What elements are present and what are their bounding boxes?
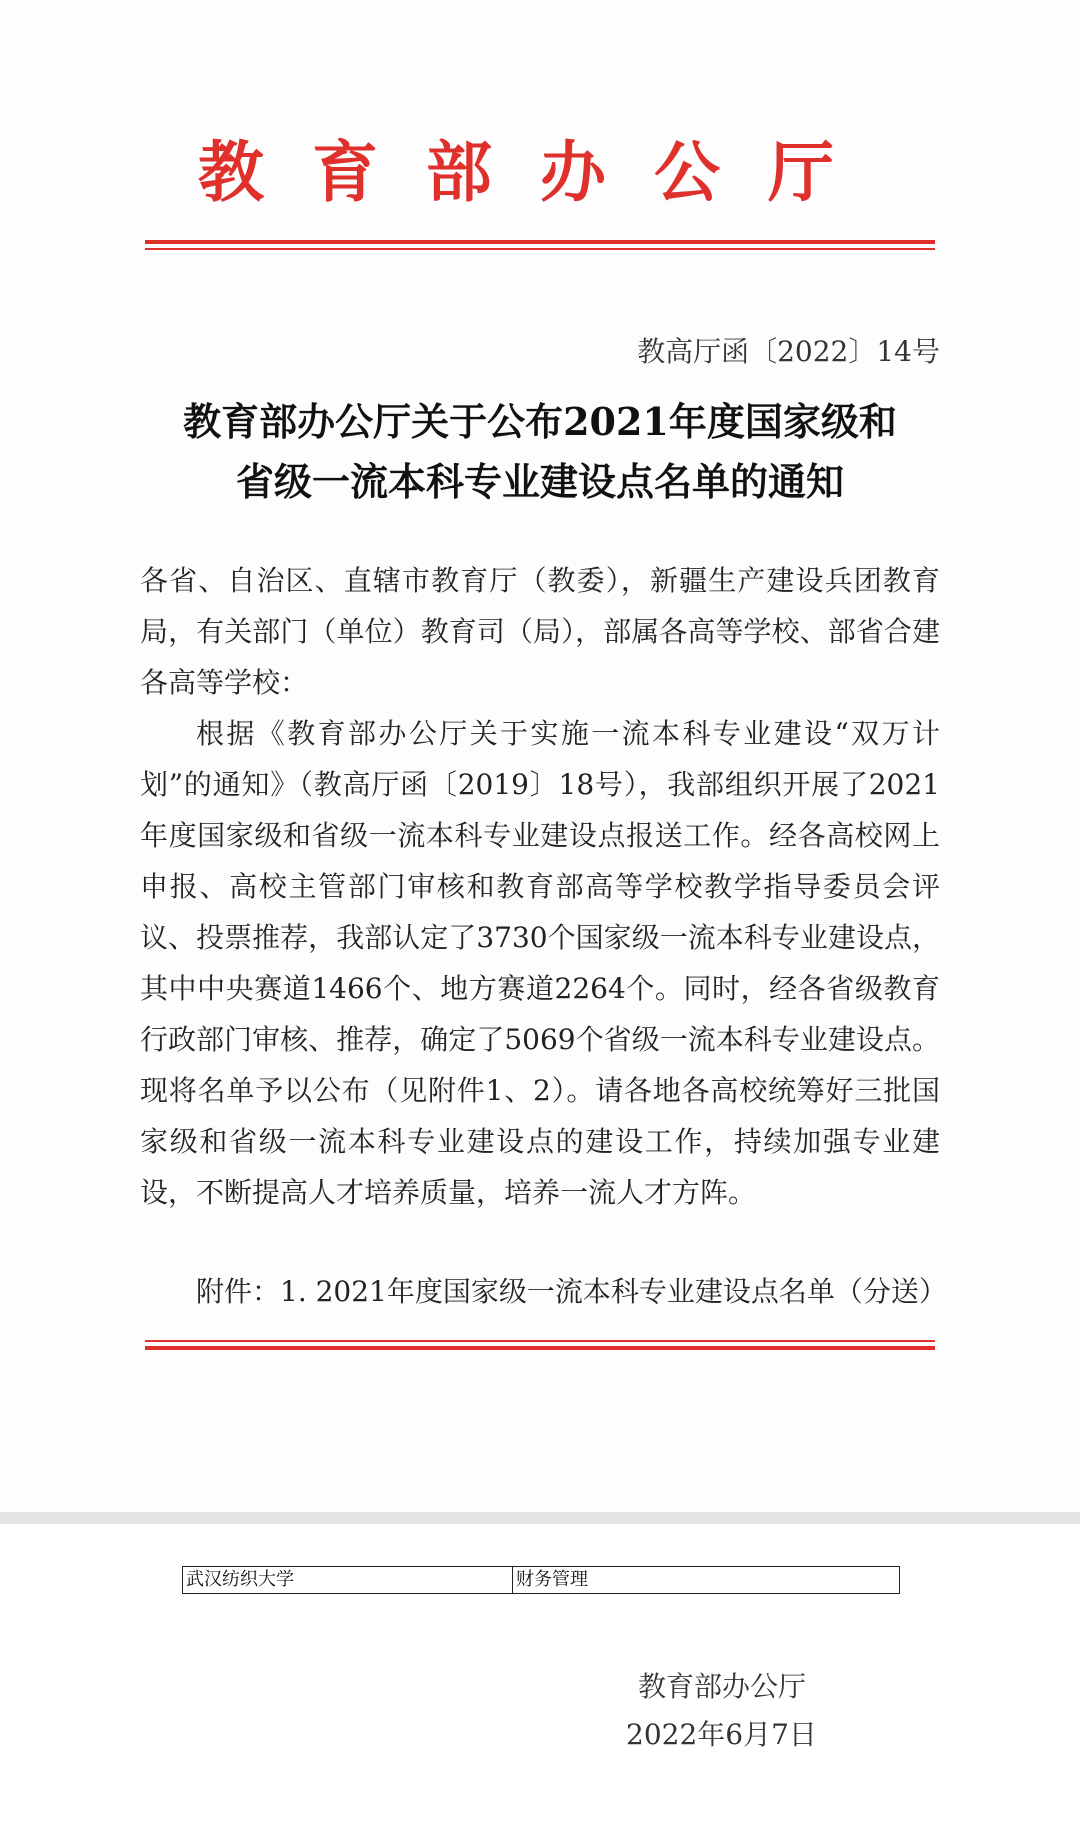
- cell-university: 武汉纺织大学: [183, 1567, 513, 1593]
- footer-red-rule-thin: [145, 1340, 935, 1342]
- document-body: [140, 555, 940, 1218]
- document-title: [120, 392, 960, 512]
- title-line-2: 省级一流本科专业建设点名单的通知: [235, 459, 844, 504]
- attachment-line: 附件：1. 2021年度国家级一流本科专业建设点名单（分送）: [196, 1275, 947, 1308]
- header-red-rule-thick: [145, 240, 935, 244]
- issuer-header: 教育部办公厅: [198, 134, 882, 211]
- document-number: 教高厅函〔2022〕14号: [637, 335, 940, 368]
- cell-major: 财务管理: [516, 1569, 588, 1590]
- signature-date: 2022年6月7日: [626, 1718, 817, 1751]
- table-row: [182, 1566, 900, 1594]
- signature-org: 教育部办公厅: [638, 1670, 807, 1703]
- body-paragraph: 根据《教育部办公厅关于实施一流本科专业建设“双万计划”的通知》（教高厅函〔2019〕18号），我部组织开展了2021年度国家级和省级一流本科专业建设点报送工作。经各高校网上申报、高校主管部门审核和教育部高等学校教学指导委员会评议、投票推荐，我部认定了3730个国家级一流本科专业建设点，其中中央赛道1466个、地方赛道2264个。同时，经各省级教育行政部门审核、推荐，确定了5069个省级一流本科专业建设点。现将名单予以公布（见附件1、2）。请各地各高校统筹好三批国家级和省级一流本科专业建设点的建设工作，持续加强专业建设，不断提高人才培养质量，培养一流人才方阵。: [140, 717, 940, 1209]
- page-separator: [0, 1512, 1080, 1524]
- salutation: 各省、自治区、直辖市教育厅（教委），新疆生产建设兵团教育局，有关部门（单位）教育司（局），部属各高等学校、部省合建各高等学校：: [140, 564, 940, 699]
- footer-red-rule-thick: [145, 1346, 935, 1350]
- title-line-1: 教育部办公厅关于公布2021年度国家级和: [183, 399, 897, 444]
- header-red-rule-thin: [145, 248, 935, 250]
